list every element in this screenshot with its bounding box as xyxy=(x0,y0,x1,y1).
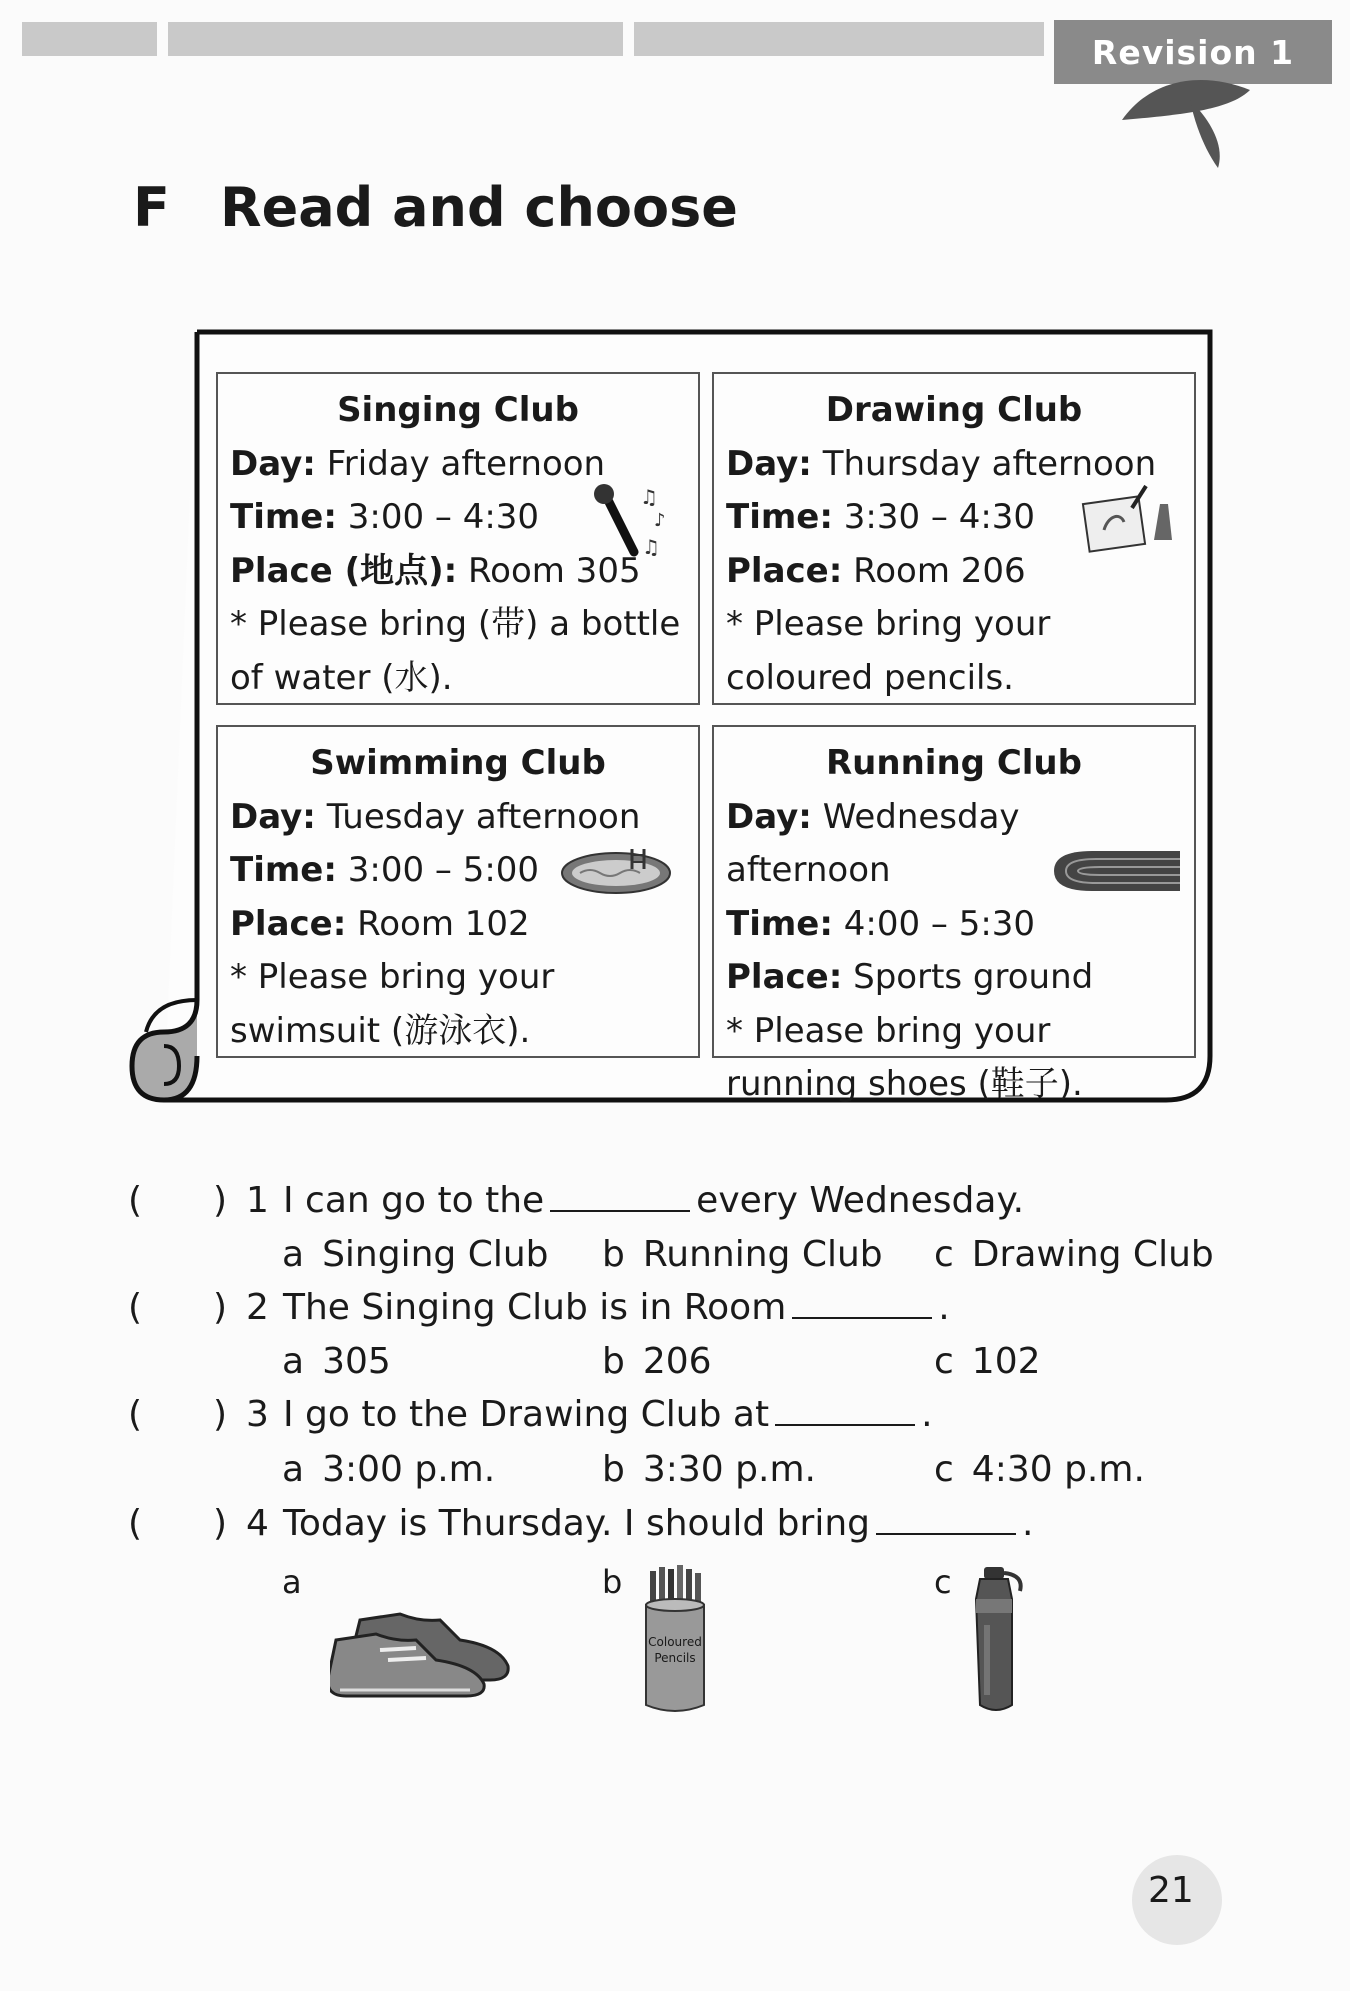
option-letter: a xyxy=(282,1341,305,1382)
question-text xyxy=(283,1503,1033,1544)
day-value: Wednesday afternoon xyxy=(726,796,1020,890)
option-3a[interactable] xyxy=(282,1449,495,1490)
question-number: 4 xyxy=(246,1503,269,1544)
option-text: Drawing Club xyxy=(971,1234,1214,1275)
day-value: Friday afternoon xyxy=(315,443,606,484)
option-text: 102 xyxy=(971,1341,1041,1382)
club-card-singing xyxy=(216,372,700,705)
club-note-line-2: of water (水). xyxy=(230,657,453,698)
section-title: Read and choose xyxy=(220,176,738,239)
club-note-line-1: * Please bring your xyxy=(230,957,555,997)
answer-paren-close: ) xyxy=(213,1394,228,1435)
day-label: Day: xyxy=(230,796,316,837)
option-letter: b xyxy=(602,1341,625,1382)
drawing-icon xyxy=(1080,482,1180,562)
answer-paren-open[interactable]: ( xyxy=(128,1287,143,1328)
question-text xyxy=(283,1287,950,1328)
answer-blank[interactable] xyxy=(550,1182,690,1212)
option-2a[interactable] xyxy=(282,1341,391,1382)
option-1c[interactable] xyxy=(934,1234,1214,1275)
answer-blank[interactable] xyxy=(876,1505,1016,1535)
question-text-after: . xyxy=(921,1394,933,1435)
time-label: Time: xyxy=(726,497,833,537)
option-text: Running Club xyxy=(642,1234,883,1275)
option-1a[interactable] xyxy=(282,1234,549,1275)
option-3c[interactable] xyxy=(934,1449,1145,1490)
answer-blank[interactable] xyxy=(792,1289,932,1319)
option-3b[interactable] xyxy=(602,1449,816,1490)
day-label: Day: xyxy=(230,443,316,484)
club-grid xyxy=(216,372,1196,1104)
shoes-icon[interactable] xyxy=(330,1580,520,1700)
option-text: 4:30 p.m. xyxy=(971,1449,1145,1490)
club-title: Running Club xyxy=(826,743,1082,783)
option-letter: c xyxy=(934,1234,954,1275)
option-text: 305 xyxy=(322,1341,391,1382)
answer-paren-open[interactable]: ( xyxy=(128,1394,143,1435)
club-note-line-2: coloured pencils. xyxy=(726,657,1014,698)
place-value: Room 206 xyxy=(842,550,1026,591)
place-label: Place: xyxy=(230,903,347,944)
time-label: Time: xyxy=(726,903,833,944)
option-text: 206 xyxy=(642,1341,712,1382)
answer-paren-close: ) xyxy=(213,1503,228,1544)
svg-text:♫: ♫ xyxy=(642,535,660,559)
club-title: Drawing Club xyxy=(825,390,1083,430)
answer-paren-close: ) xyxy=(213,1180,228,1221)
day-value: Thursday afternoon xyxy=(811,443,1157,484)
option-letter: b xyxy=(602,1449,625,1490)
header-strip xyxy=(634,22,1044,56)
time-value: 3:30 – 4:30 xyxy=(832,497,1036,537)
option-letter: a xyxy=(282,1449,305,1490)
club-note-line-2: running shoes (鞋子). xyxy=(726,1064,1083,1104)
question-text-before: I can go to the xyxy=(283,1180,545,1221)
time-value: 3:00 – 4:30 xyxy=(336,497,540,537)
club-time xyxy=(726,898,1182,952)
leaf-decoration-icon xyxy=(1110,70,1270,170)
option-1b[interactable] xyxy=(602,1234,883,1275)
option-4a-letter[interactable]: a xyxy=(282,1563,302,1601)
place-label: Place: xyxy=(726,957,843,997)
club-card-swimming xyxy=(216,725,700,1058)
option-4c-letter[interactable]: c xyxy=(934,1563,952,1601)
option-letter: b xyxy=(602,1234,625,1275)
day-value: Tuesday afternoon xyxy=(315,796,641,837)
question-number: 2 xyxy=(246,1287,269,1328)
page-number: 21 xyxy=(1148,1870,1194,1911)
answer-paren-open[interactable]: ( xyxy=(128,1503,143,1544)
place-value: Sports ground xyxy=(842,957,1094,997)
option-4b-letter[interactable]: b xyxy=(602,1563,623,1601)
club-note-line-2: swimsuit (游泳衣). xyxy=(230,1010,531,1051)
header-strip xyxy=(22,22,157,56)
coloured-pencils-icon[interactable] xyxy=(640,1565,710,1715)
day-label: Day: xyxy=(726,443,812,484)
time-label: Time: xyxy=(230,850,337,890)
answer-paren-open[interactable]: ( xyxy=(128,1180,143,1221)
club-place xyxy=(230,898,686,952)
place-label: Place: xyxy=(726,550,843,591)
question-text-before: The Singing Club is in Room xyxy=(283,1287,787,1328)
club-place xyxy=(726,951,1182,1005)
option-letter: a xyxy=(282,1234,305,1275)
club-note-line-1: * Please bring your xyxy=(726,604,1051,644)
pencil-label-1: Coloured xyxy=(648,1635,702,1649)
option-2b[interactable] xyxy=(602,1341,712,1382)
place-value: Room 102 xyxy=(346,903,530,944)
option-text: 3:00 p.m. xyxy=(322,1449,496,1490)
question-number: 1 xyxy=(246,1180,269,1221)
club-note-line-1: * Please bring (带) a bottle xyxy=(230,604,681,644)
answer-blank[interactable] xyxy=(775,1396,915,1426)
place-value: Room 305 xyxy=(457,550,641,591)
question-text-before: I go to the Drawing Club at xyxy=(283,1394,770,1435)
section-letter: F xyxy=(133,176,170,239)
question-text-after: every Wednesday. xyxy=(696,1180,1025,1221)
answer-paren-close: ) xyxy=(213,1287,228,1328)
club-title: Singing Club xyxy=(337,390,579,430)
club-card-drawing xyxy=(712,372,1196,705)
time-value: 3:00 – 5:00 xyxy=(336,850,540,890)
option-letter: c xyxy=(934,1449,954,1490)
day-label: Day: xyxy=(726,796,812,837)
option-2c[interactable] xyxy=(934,1341,1041,1382)
option-text: 3:30 p.m. xyxy=(642,1449,816,1490)
running-track-icon xyxy=(1052,849,1180,893)
club-note-line-1: * Please bring your xyxy=(726,1010,1051,1051)
pool-icon xyxy=(560,841,678,897)
water-bottle-icon[interactable] xyxy=(962,1565,1032,1715)
place-label: Place (地点): xyxy=(230,550,458,591)
microphone-icon xyxy=(592,482,682,572)
question-text xyxy=(283,1180,1024,1221)
header-strip xyxy=(168,22,623,56)
time-value: 4:00 – 5:30 xyxy=(832,903,1036,944)
question-text-before: Today is Thursday. I should bring xyxy=(283,1503,871,1544)
club-card-running xyxy=(712,725,1196,1104)
option-text: Singing Club xyxy=(322,1234,549,1275)
club-title: Swimming Club xyxy=(310,743,606,783)
svg-text:♪: ♪ xyxy=(654,510,666,531)
time-label: Time: xyxy=(230,497,337,537)
question-text-after: . xyxy=(1022,1503,1034,1544)
question-number: 3 xyxy=(246,1394,269,1435)
option-letter: c xyxy=(934,1341,954,1382)
revision-tab: Revision 1 xyxy=(1054,20,1332,84)
club-day xyxy=(230,791,686,845)
pencil-label-2: Pencils xyxy=(654,1651,696,1665)
question-text xyxy=(283,1394,933,1435)
question-text-after: . xyxy=(938,1287,950,1328)
svg-text:♫: ♫ xyxy=(640,485,658,509)
